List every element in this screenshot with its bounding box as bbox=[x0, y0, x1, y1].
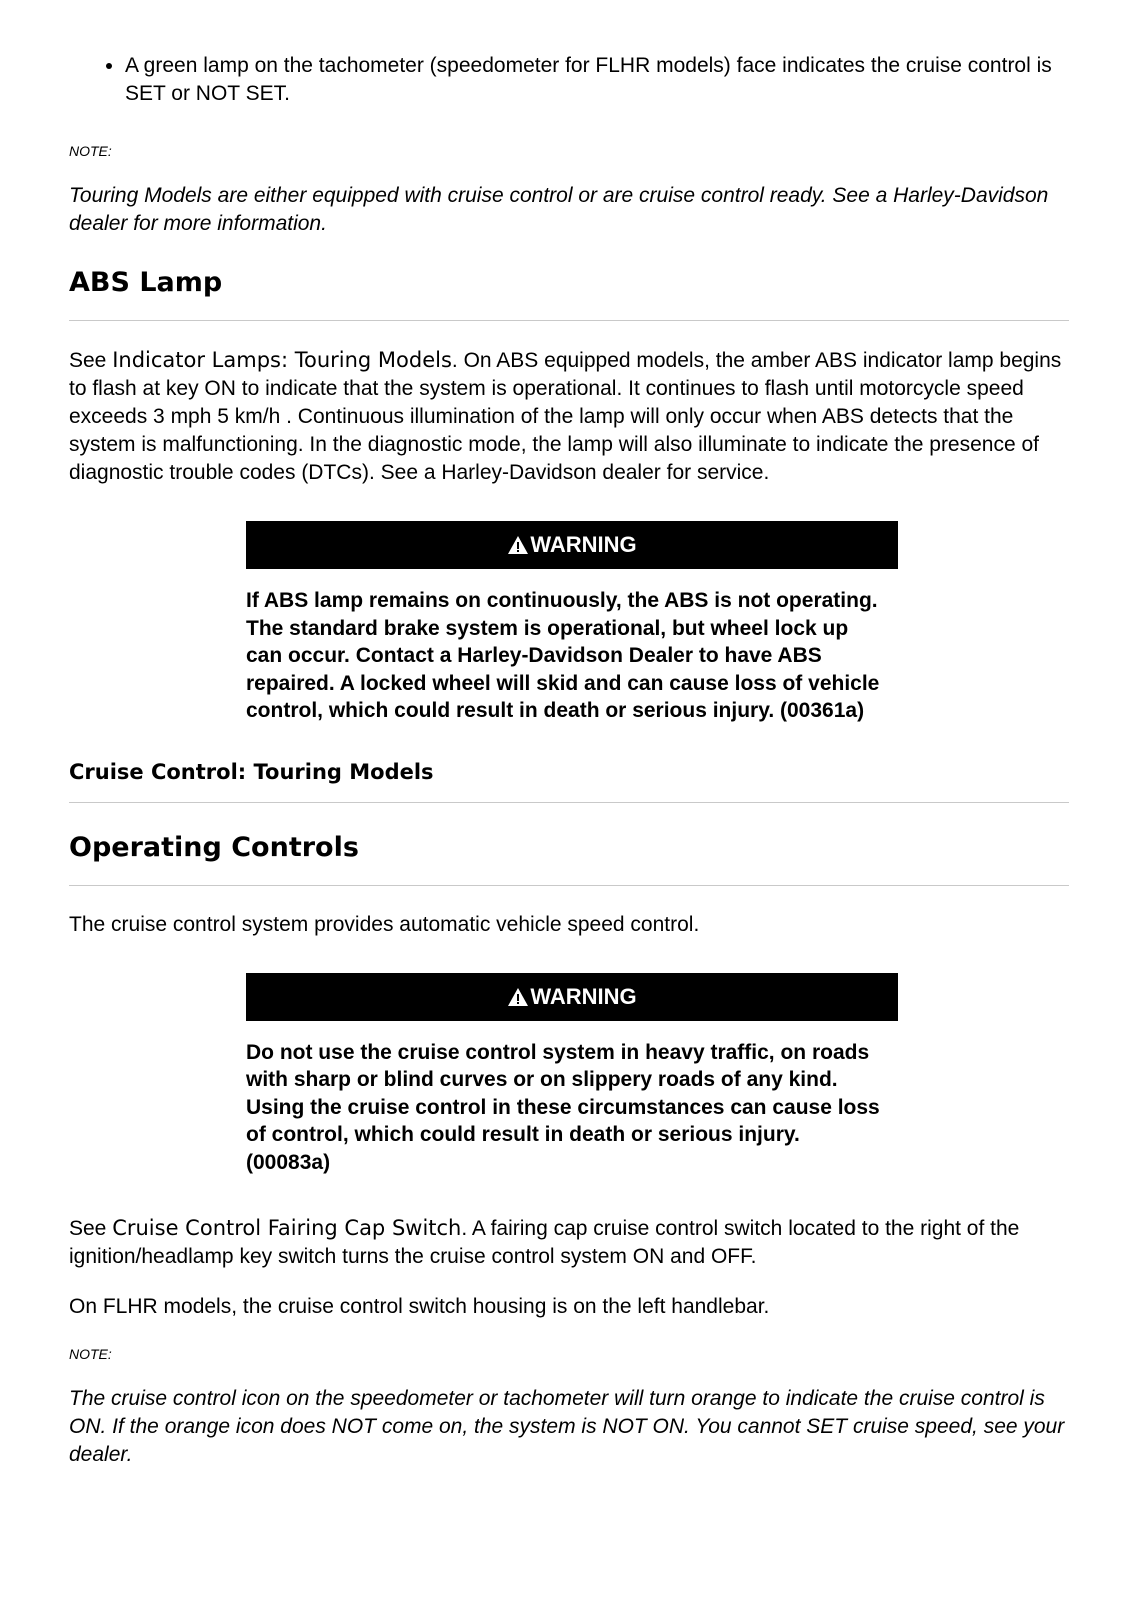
switch-paragraph bbox=[69, 1214, 1069, 1271]
warning-label: WARNING bbox=[530, 983, 637, 1009]
warning-triangle-icon bbox=[507, 535, 529, 555]
operating-controls-heading: Operating Controls bbox=[69, 831, 359, 863]
bullet-list bbox=[69, 52, 1069, 108]
fairing-cap-switch-link[interactable]: Cruise Control Fairing Cap Switch bbox=[112, 1216, 462, 1240]
document-page bbox=[69, 0, 1069, 1469]
bullet-item: • A green lamp on the tachometer (speedometer for FLHR models) face indicates the cruise control is SET or NOT SET. bbox=[125, 52, 1069, 108]
note-label: NOTE: bbox=[69, 143, 112, 159]
abs-body-text: . On ABS equipped models, the amber ABS indicator lamp begins to flash at key ON to indicate that the system is operational. It continues to flash until motorcycle speed exceeds 3 mph 5 km/h . Continuous illumination of the lamp will only occur when ABS detects that the system is malfunctioning. In the diagnostic mode, the lamp will also illuminate to indicate the presence of diagnostic trouble codes (DTCs). See a Harley-Davidson dealer for service. bbox=[69, 349, 1062, 484]
warning-text: Do not use the cruise control system in heavy traffic, on roads with sharp or blind curves or on slippery roads of any kind. Using the cruise control in these circumstances can cause loss of control, which could result in death or serious injury. (00083a) bbox=[246, 1040, 880, 1174]
warning-label: WARNING bbox=[530, 532, 637, 557]
note-text: Touring Models are either equipped with cruise control or are cruise control ready. See a Harley-Davidson dealer for more information. bbox=[69, 184, 1049, 235]
warning-banner bbox=[246, 973, 898, 1021]
note-text: The cruise control icon on the speedometer or tachometer will turn orange to indicate the cruise control is ON. If the orange icon does NOT come on, the system is NOT ON. You cannot SET cruise speed, see your dealer. bbox=[69, 1387, 1065, 1466]
warning-banner bbox=[246, 521, 898, 569]
operating-intro: The cruise control system provides automatic vehicle speed control. bbox=[69, 912, 700, 936]
indicator-lamps-link[interactable]: Indicator Lamps: Touring Models bbox=[112, 348, 452, 372]
switch-body-text: . A fairing cap cruise control switch located to the right of the ignition/headlamp key switch turns the cruise control system ON and OFF. bbox=[69, 1217, 1020, 1268]
warning-text: If ABS lamp remains on continuously, the ABS is not operating. The standard brake system is operational, but wheel lock up can occur. Contact a Harley-Davidson Dealer to have ABS repaired. A locked wheel will skid and can cause loss of vehicle control, which could result in death or serious injury. (00361a) bbox=[246, 589, 880, 722]
abs-paragraph bbox=[69, 346, 1069, 487]
divider bbox=[69, 320, 1069, 321]
flhr-paragraph: On FLHR models, the cruise control switch housing is on the left handlebar. bbox=[69, 1295, 770, 1318]
abs-lamp-heading: ABS Lamp bbox=[69, 267, 223, 298]
warning-block-abs bbox=[246, 521, 898, 725]
see-prefix: See bbox=[69, 1217, 113, 1240]
divider bbox=[69, 885, 1069, 886]
warning-block-cruise bbox=[246, 973, 898, 1177]
note-label: NOTE: bbox=[69, 1346, 112, 1362]
warning-triangle-icon bbox=[507, 987, 529, 1007]
divider bbox=[69, 802, 1069, 803]
cruise-control-heading: Cruise Control: Touring Models bbox=[69, 759, 434, 784]
see-prefix: See bbox=[69, 349, 113, 372]
